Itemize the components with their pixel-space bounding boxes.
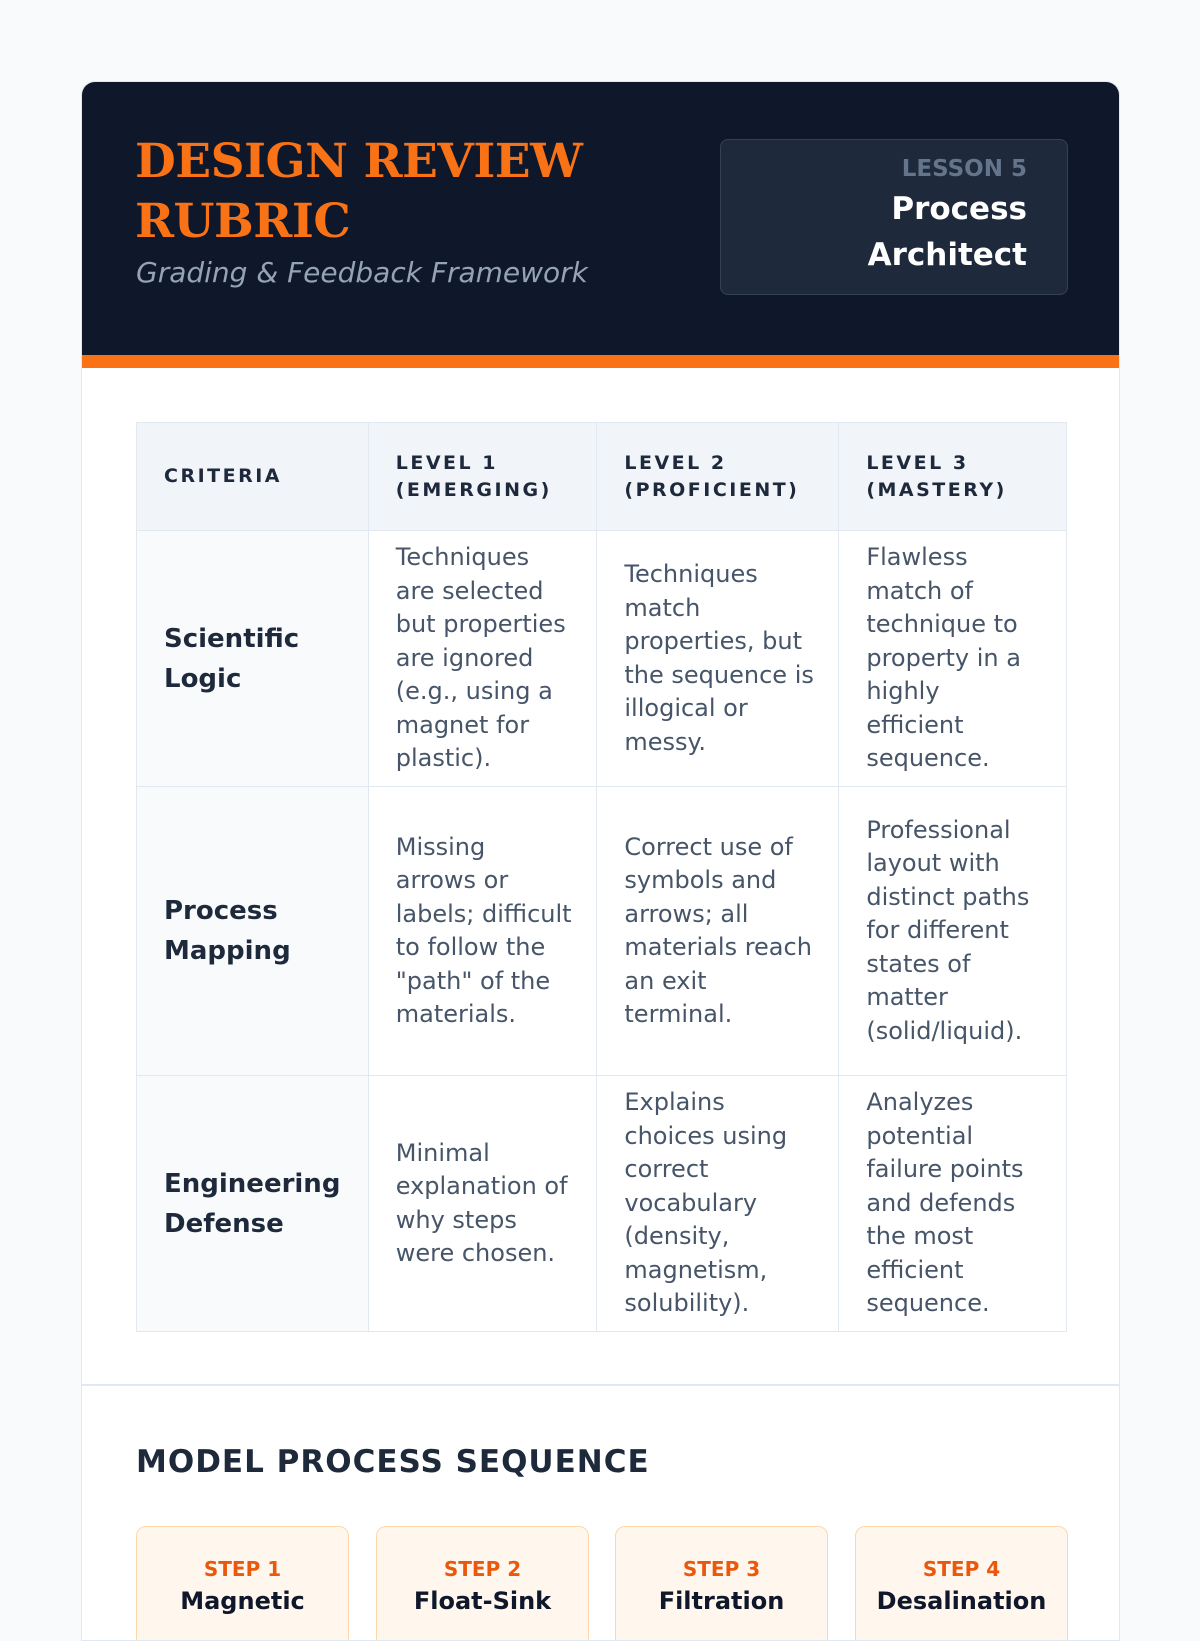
section-divider (82, 1384, 1119, 1386)
lesson-badge (720, 139, 1068, 295)
step-name: Float-Sink (413, 1587, 552, 1615)
level-1-cell: Minimal explanation of why steps were chosen. (368, 1076, 597, 1332)
level-3-cell: Analyzes potential failure points and defends the most efficient sequence. (839, 1076, 1067, 1332)
level-2-cell: Explains choices using correct vocabulary (density, magnetism, solubility). (597, 1076, 839, 1332)
level-2-cell: Techniques match properties, but the sequence is illogical or messy. (597, 531, 839, 787)
table-row (137, 787, 1067, 1076)
step-label: STEP 4 (922, 1557, 1001, 1581)
level-2-cell: Correct use of symbols and arrows; all materials reach an exit terminal. (597, 787, 839, 1076)
step-card (615, 1526, 828, 1641)
step-name: Desalination (876, 1587, 1047, 1615)
step-label: STEP 1 (203, 1557, 282, 1581)
table-row (137, 1076, 1067, 1332)
level-3-cell: Professional layout with distinct paths for different states of matter (solid/liquid). (839, 787, 1067, 1076)
step-name: Magnetic (180, 1587, 305, 1615)
step-card (136, 1526, 349, 1641)
column-header-level-1: LEVEL 1 (EMERGING) (368, 423, 597, 531)
lesson-label: LESSON 5 (901, 156, 1027, 182)
step-card (855, 1526, 1068, 1641)
page-subtitle: Grading & Feedback Framework (136, 256, 588, 289)
column-header-level-3: LEVEL 3 (MASTERY) (839, 423, 1067, 531)
step-name: Filtration (658, 1587, 785, 1615)
page-title: DESIGN REVIEW RUBRIC (135, 134, 583, 249)
process-steps (136, 1526, 1068, 1641)
criteria-cell: Scientific Logic (137, 531, 369, 787)
rubric-table (136, 422, 1067, 1332)
table-header-row (137, 423, 1067, 531)
header-accent-bar (82, 355, 1119, 368)
lesson-name: Process Architect (867, 191, 1027, 273)
column-header-level-2: LEVEL 2 (PROFICIENT) (597, 423, 839, 531)
column-header-criteria: CRITERIA (137, 423, 369, 531)
level-1-cell: Missing arrows or labels; difficult to follow the "path" of the materials. (368, 787, 597, 1076)
sequence-title: MODEL PROCESS SEQUENCE (136, 1444, 650, 1480)
table-row (137, 531, 1067, 787)
criteria-cell: Process Mapping (137, 787, 369, 1076)
level-3-cell: Flawless match of technique to property in a highly efficient sequence. (839, 531, 1067, 787)
step-card (376, 1526, 589, 1641)
level-1-cell: Techniques are selected but properties are ignored (e.g., using a magnet for plastic). (368, 531, 597, 787)
step-label: STEP 2 (443, 1557, 522, 1581)
criteria-cell: Engineering Defense (137, 1076, 369, 1332)
step-label: STEP 3 (682, 1557, 761, 1581)
rubric-card (81, 81, 1120, 1641)
header (82, 82, 1119, 368)
